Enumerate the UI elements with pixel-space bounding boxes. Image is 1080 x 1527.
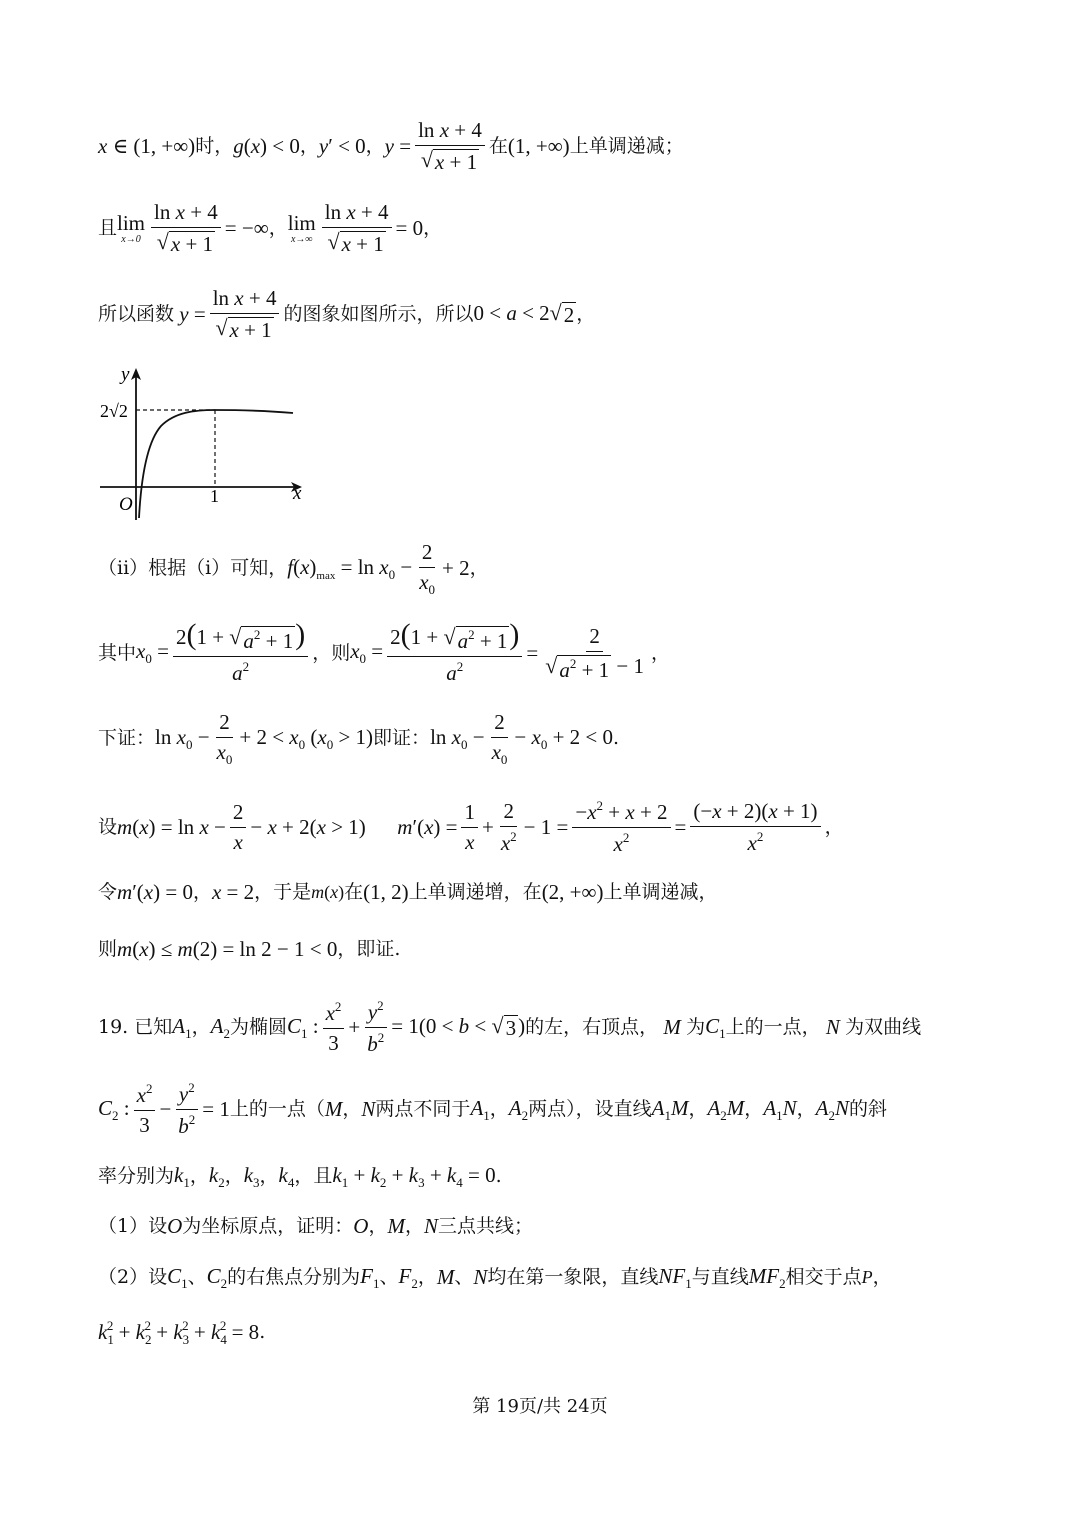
origin-label: O (119, 494, 133, 515)
line-7: 设 m(x) = ln x − $\frac{2}{x}$ − x + 2(x > 1) m′(x) = $\frac{1}{x}$ + $\frac{2}{x^2}$ − 1 = $\frac{-x^2 + x + 2}{x^2}$ = $\frac{(-x + 2)(x + 1)}{x^2}$ ， (98, 798, 844, 857)
line-15: $k_1^2 + k_2^2 + k_3^2 + k_4^2 = 8$ . (98, 1318, 266, 1347)
line-9: 则 m(x) ≤ m(2) = ln 2 − 1 < 0 ，即证. (98, 937, 401, 961)
line-3: 所以函数 y = ln x + 4 √ x + 1 的图象如图所示，所以 0 < a < 2 √ 2 ， (98, 286, 596, 343)
line-10: 19. 已知 $A_1$ ， $A_2$ 为椭圆 $C_1$ : $\frac{x^2}{3}$ + $\frac{y^2}{b^2}$ = 1(0 < b < √ 3 ) 的左，右顶点， M 为 $C_1$ 上的一点， N 为双曲线 (98, 998, 922, 1057)
y-tick-label: 2√2 (100, 401, 128, 421)
function-graph (95, 360, 315, 530)
x-tick-label: 1 (210, 486, 219, 506)
line-11: $C_2$ : $\frac{x^2}{3}$ − $\frac{y^2}{b^2}$ = 1 上的一点（ M ， N 两点不同于 $A_1$ ， $A_2$ 两点），设直线 $A_1M$ ， $A_2M$ ， $A_1N$ ， $A_2N$ 的斜 (98, 1080, 888, 1139)
line-4: （ii）根据（i）可知， $f(x)_{max} = \ln x_0$ − $\frac{2}{x_0}$ + 2 ， (98, 540, 489, 598)
line-1: x ∈ (1, +∞) 时， g(x) < 0 ， y′ < 0 ， y = ln x + 4 √ x + 1 在 (1, +∞) 上单调递减； (98, 118, 684, 175)
line-12: 率分别为 $k_1$ ， $k_2$ ， $k_3$ ， $k_4$ ，且 $k_1 + k_2 + k_3 + k_4 = 0$ . (98, 1163, 502, 1190)
page-footer: 第 19页/共 24页 (472, 1396, 608, 1417)
line-5: 其中 $x_0$ = 2(1 + √ $a^2 + 1$ ) $a^2$ ，则 $x_0$ = 2(1 + √ $a^2 + 1$ ) $a^2$ = 2 √ $a^2 + 1$ − 1 ， (98, 618, 671, 686)
line-6: 下证： $\ln x_0$ − $\frac{2}{x_0}$ + $2 < x_0$ $(x_0 > 1)$ 即证： $\ln x_0$ − $\frac{2}{x_0}$ − $x_0 + 2 < 0$ . (98, 710, 620, 768)
x-axis-label: x (293, 483, 302, 504)
line-2: 且 lim x→0 ln x + 4 √ x + 1 = −∞ ， lim x→∞ ln x + 4 √ x + 1 = 0 ， (98, 200, 443, 257)
y-axis-label: y (121, 364, 130, 385)
line-13: （1）设 O 为坐标原点，证明： O ， M ， N 三点共线； (98, 1214, 534, 1238)
line-8: 令 m′(x) = 0 ， x = 2 ，于是 m(x) 在 (1, 2) 上单调递增，在 (2, +∞) 上单调递减， (98, 880, 718, 904)
line-14: （2）设 $C_1$ 、 $C_2$ 的右焦点分别为 $F_1$ 、 $F_2$ ， M 、 N 均在第一象限，直线 $NF_1$ 与直线 $MF_2$ 相交于点 P ， (98, 1264, 892, 1291)
